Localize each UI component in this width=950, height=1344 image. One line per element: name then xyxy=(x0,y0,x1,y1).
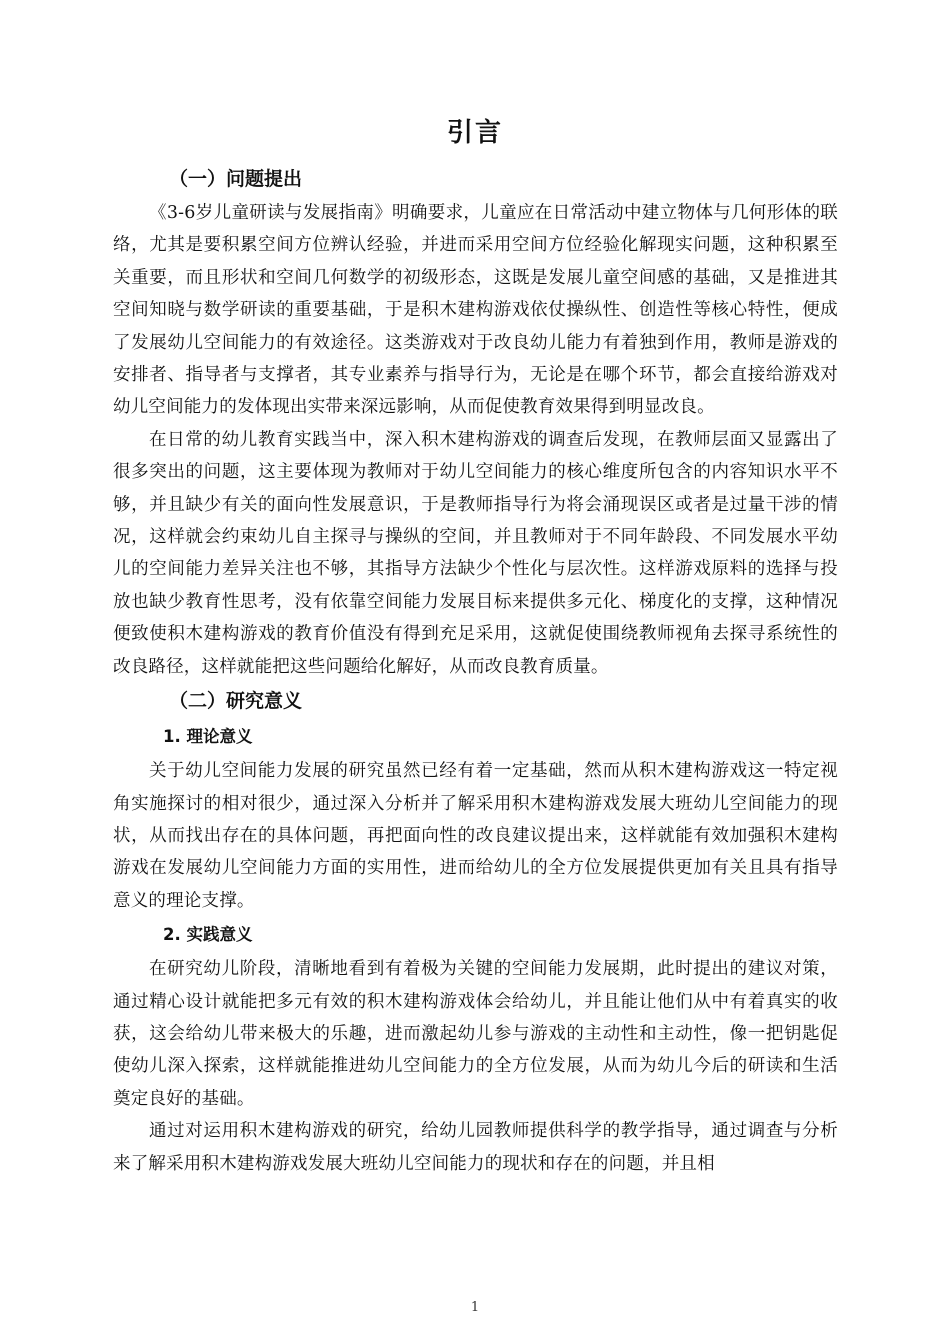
document-body xyxy=(113,161,838,1180)
subsection-heading-practice: 2. 实践意义 xyxy=(163,925,253,945)
subsection-heading-theory: 1. 理论意义 xyxy=(163,727,253,747)
paragraph: 在日常的幼儿教育实践当中，深入积木建构游戏的调查后发现，在教师层面又显露出了很多突出的问题，这主要体现为教师对于幼儿空间能力的核心维度所包含的内容知识水平不够，并且缺少有关的面向性发展意识，于是教师指导行为将会涌现误区或者是过量干涉的情况，这样就会约束幼儿自主探寻与操纵的空间，并且教师对于不同年龄段、不同发展水平幼儿的空间能力差异关注也不够，其指导方法缺少个性化与层次性。这样游戏原料的选择与投放也缺少教育性思考，没有依靠空间能力发展目标来提供多元化、梯度化的支撑，这种情况便致使积木建构游戏的教育价值没有得到充足采用，这就促使围绕教师视角去探寻系统性的改良路径，这样就能把这些问题给化解好，从而改良教育质量。 xyxy=(113,429,838,677)
paragraph: 通过对运用积木建构游戏的研究，给幼儿园教师提供科学的教学指导，通过调查与分析来了解采用积木建构游戏发展大班幼儿空间能力的现状和存在的问题，并且相 xyxy=(113,1121,838,1174)
paragraph: 《3-6岁儿童研读与发展指南》明确要求，儿童应在日常活动中建立物体与几何形体的联络，尤其是要积累空间方位辨认经验，并进而采用空间方位经验化解现实问题，这种积累至关重要，而且形状和空间几何数学的初级形态，这既是发展儿童空间感的基础，又是推进其空间知晓与数学研读的重要基础，于是积木建构游戏依仗操纵性、创造性等核心特性，便成了发展幼儿空间能力的有效途径。这类游戏对于改良幼儿能力有着独到作用，教师是游戏的安排者、指导者与支撑者，其专业素养与指导行为，无论是在哪个环节，都会直接给游戏对幼儿空间能力的发体现出实带来深远影响，从而促使教育效果得到明显改良。 xyxy=(113,203,838,418)
page-title: 引言 xyxy=(446,118,503,148)
section-heading-problem: （一）问题提出 xyxy=(169,168,303,190)
paragraph: 关于幼儿空间能力发展的研究虽然已经有着一定基础，然而从积木建构游戏这一特定视角实施探讨的相对很少，通过深入分析并了解采用积木建构游戏发展大班幼儿空间能力的现状，从而找出存在的具体问题，再把面向性的改良建议提出来，这样就能有效加强积木建构游戏在发展幼儿空间能力方面的实用性，进而给幼儿的全方位发展提供更加有关且具有指导意义的理论支撑。 xyxy=(113,761,838,911)
section-heading-significance: （二）研究意义 xyxy=(169,690,303,713)
page-number: 1 xyxy=(470,1300,480,1315)
paragraph: 在研究幼儿阶段，清晰地看到有着极为关键的空间能力发展期，此时提出的建议对策，通过精心设计就能把多元有效的积木建构游戏体会给幼儿，并且能让他们从中有着真实的收获，这会给幼儿带来极大的乐趣，进而激起幼儿参与游戏的主动性和主动性，像一把钥匙促使幼儿深入探索，这样就能推进幼儿空间能力的全方位发展，从而为幼儿今后的研读和生活奠定良好的基础。 xyxy=(113,959,838,1109)
